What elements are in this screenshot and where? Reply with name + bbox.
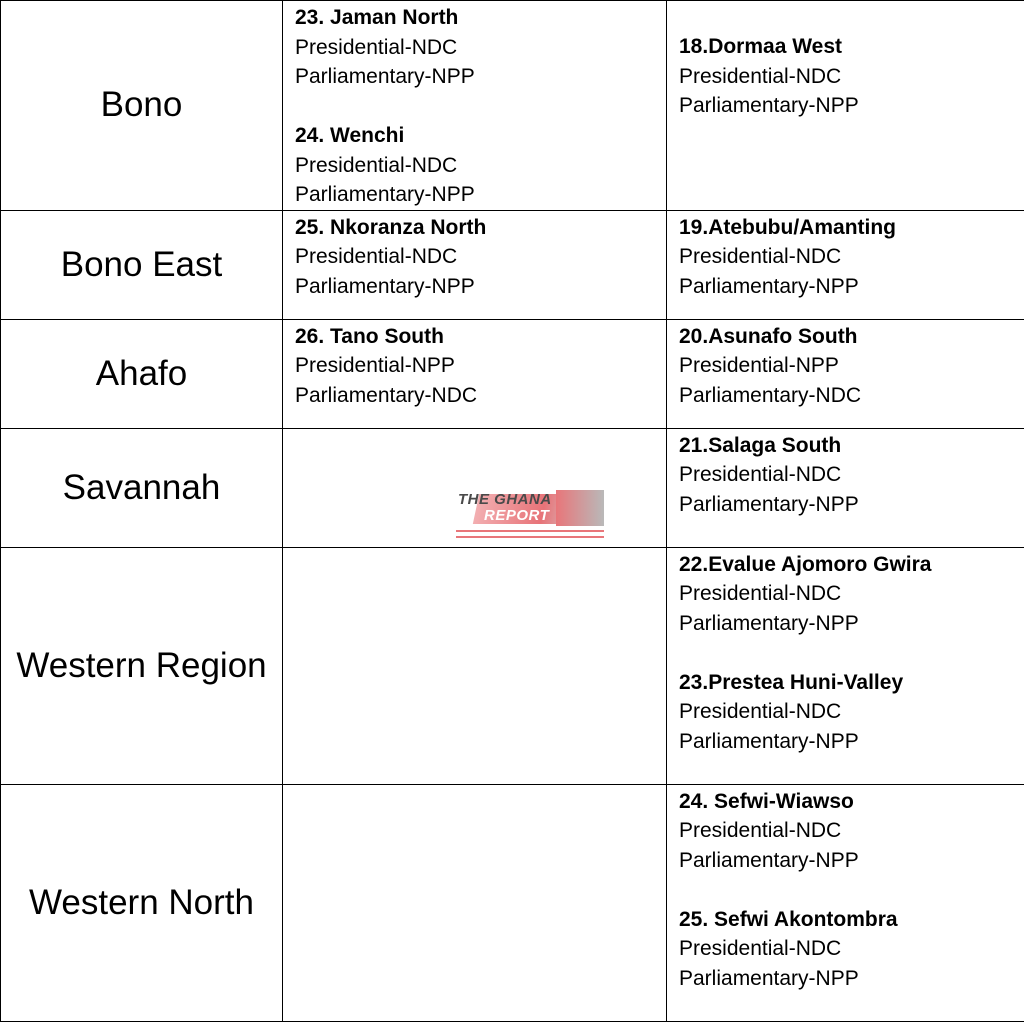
constituency-entry [679, 905, 1024, 994]
logo-text [458, 492, 552, 524]
table-row [1, 1, 1024, 211]
parliamentary-result: Parliamentary-NPP [679, 846, 1024, 876]
logo-underline [456, 530, 604, 532]
constituency-cell [667, 784, 1024, 1021]
region-name: Western North [1, 784, 283, 1021]
constituency-name: 23.Prestea Huni-Valley [679, 668, 1024, 698]
logo-line-1: THE GHANA [458, 492, 552, 508]
parliamentary-result: Parliamentary-NPP [679, 964, 1024, 994]
constituency-entry [295, 322, 666, 411]
presidential-result: Presidential-NDC [679, 816, 1024, 846]
constituency-name: 24. Sefwi-Wiawso [679, 787, 1024, 817]
constituency-cell [283, 1, 667, 211]
watermark-logo [456, 490, 604, 542]
region-name: Bono [1, 1, 283, 211]
constituency-entry [679, 322, 1024, 411]
parliamentary-result: Parliamentary-NPP [679, 609, 1024, 639]
constituency-entry [679, 431, 1024, 520]
constituency-cell [667, 1, 1024, 211]
constituency-name: 25. Nkoranza North [295, 213, 666, 243]
constituency-cell [667, 547, 1024, 784]
constituency-name: 21.Salaga South [679, 431, 1024, 461]
parliamentary-result: Parliamentary-NPP [679, 91, 1024, 121]
region-name: Savannah [1, 428, 283, 547]
constituency-entry [679, 668, 1024, 757]
table-row [1, 784, 1024, 1021]
presidential-result: Presidential-NDC [679, 579, 1024, 609]
constituency-cell [667, 319, 1024, 428]
region-name: Western Region [1, 547, 283, 784]
parliamentary-result: Parliamentary-NPP [295, 180, 666, 210]
presidential-result: Presidential-NPP [295, 351, 666, 381]
constituency-entry [295, 3, 666, 92]
presidential-result: Presidential-NDC [295, 242, 666, 272]
presidential-result: Presidential-NPP [679, 351, 1024, 381]
constituency-cell [283, 319, 667, 428]
constituency-name: 23. Jaman North [295, 3, 666, 33]
parliamentary-result: Parliamentary-NPP [679, 727, 1024, 757]
parliamentary-result: Parliamentary-NPP [295, 62, 666, 92]
constituency-entry [679, 787, 1024, 876]
constituency-entry [679, 32, 1024, 121]
parliamentary-result: Parliamentary-NDC [295, 381, 666, 411]
constituency-entry [679, 213, 1024, 302]
constituency-name: 25. Sefwi Akontombra [679, 905, 1024, 935]
constituency-cell [283, 210, 667, 319]
parliamentary-result: Parliamentary-NPP [679, 490, 1024, 520]
constituency-name: 22.Evalue Ajomoro Gwira [679, 550, 1024, 580]
empty-cell [283, 784, 667, 1021]
constituency-name: 24. Wenchi [295, 121, 666, 151]
constituency-entry [679, 550, 1024, 639]
presidential-result: Presidential-NDC [679, 934, 1024, 964]
empty-cell [283, 547, 667, 784]
constituency-entry [295, 213, 666, 302]
constituency-cell [667, 210, 1024, 319]
presidential-result: Presidential-NDC [295, 151, 666, 181]
logo-line-2: REPORT [458, 508, 552, 524]
table-row [1, 319, 1024, 428]
logo-block [556, 490, 604, 526]
presidential-result: Presidential-NDC [679, 460, 1024, 490]
constituency-name: 18.Dormaa West [679, 32, 1024, 62]
parliamentary-result: Parliamentary-NDC [679, 381, 1024, 411]
presidential-result: Presidential-NDC [295, 33, 666, 63]
constituency-entry [295, 121, 666, 210]
logo-underline [456, 536, 604, 538]
constituency-name: 26. Tano South [295, 322, 666, 352]
table-row [1, 547, 1024, 784]
presidential-result: Presidential-NDC [679, 62, 1024, 92]
region-name: Bono East [1, 210, 283, 319]
parliamentary-result: Parliamentary-NPP [679, 272, 1024, 302]
table-row [1, 210, 1024, 319]
presidential-result: Presidential-NDC [679, 697, 1024, 727]
presidential-result: Presidential-NDC [679, 242, 1024, 272]
constituency-name: 19.Atebubu/Amanting [679, 213, 1024, 243]
region-name: Ahafo [1, 319, 283, 428]
parliamentary-result: Parliamentary-NPP [295, 272, 666, 302]
constituency-cell [667, 428, 1024, 547]
constituency-name: 20.Asunafo South [679, 322, 1024, 352]
